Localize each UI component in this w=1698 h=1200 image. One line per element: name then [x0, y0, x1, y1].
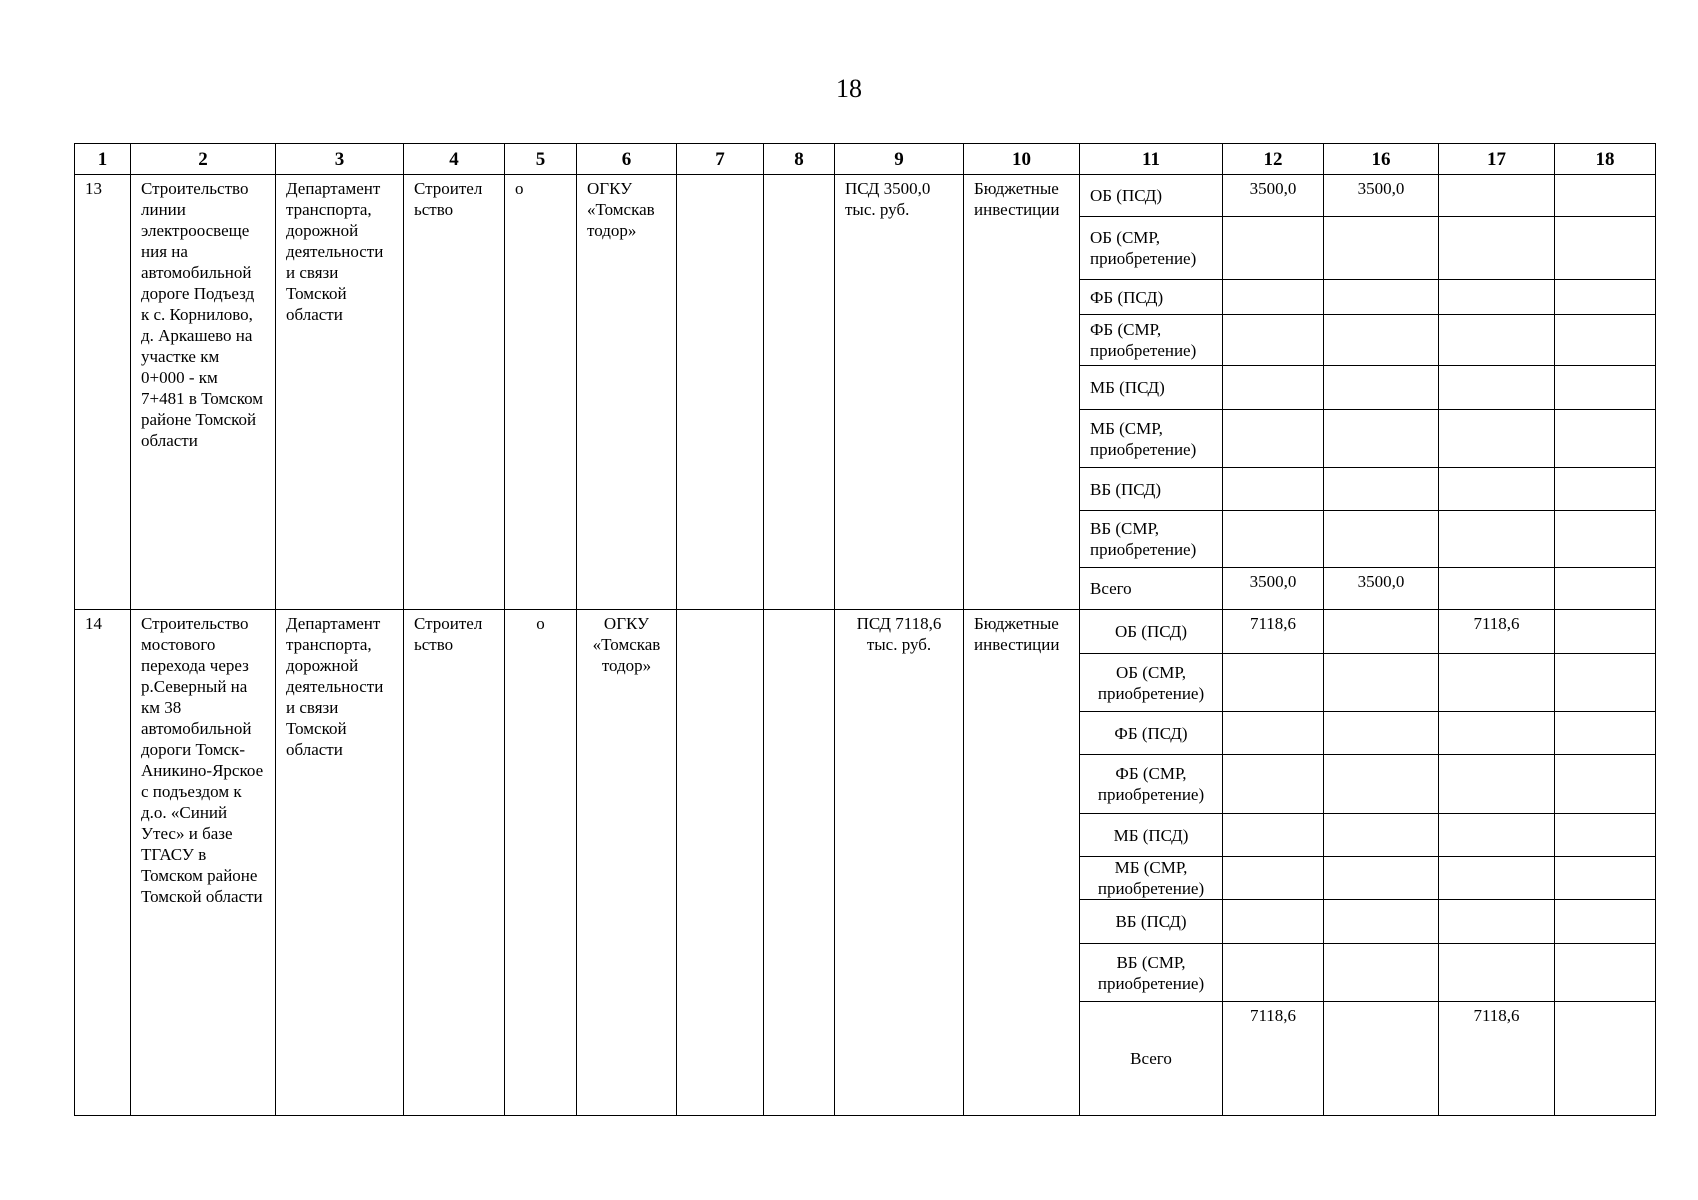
- funding-source: ВБ (СМР, приобретение): [1080, 944, 1223, 1002]
- column-header: 6: [577, 144, 677, 175]
- funding-source: МБ (СМР, приобретение): [1080, 410, 1223, 468]
- value-12: [1223, 814, 1324, 857]
- value-18: [1555, 755, 1656, 814]
- value-17: [1439, 944, 1555, 1002]
- value-18: [1555, 712, 1656, 755]
- capacity: ПСД 3500,0 тыс. руб.: [835, 175, 964, 610]
- value-17: 7118,6: [1439, 610, 1555, 654]
- value-18: [1555, 175, 1656, 217]
- funding-source: ОБ (СМР, приобретение): [1080, 217, 1223, 280]
- column-5-value: о: [505, 610, 577, 1116]
- value-18: [1555, 410, 1656, 468]
- value-16: [1324, 755, 1439, 814]
- value-12: 3500,0: [1223, 175, 1324, 217]
- value-12: [1223, 511, 1324, 568]
- work-type: Строител ьство: [404, 610, 505, 1116]
- value-12: [1223, 712, 1324, 755]
- value-16: [1324, 280, 1439, 315]
- value-18: [1555, 280, 1656, 315]
- column-header: 1: [75, 144, 131, 175]
- column-8-value: [764, 175, 835, 610]
- value-17: [1439, 410, 1555, 468]
- table-row: [75, 175, 1656, 217]
- column-header: 9: [835, 144, 964, 175]
- investment-table: [74, 143, 1656, 1116]
- value-12: 3500,0: [1223, 568, 1324, 610]
- value-18: [1555, 610, 1656, 654]
- value-17: [1439, 366, 1555, 410]
- value-17: [1439, 654, 1555, 712]
- value-17: [1439, 217, 1555, 280]
- value-18: [1555, 654, 1656, 712]
- funding-source: Всего: [1080, 1002, 1223, 1116]
- funding-source: ВБ (СМР, приобретение): [1080, 511, 1223, 568]
- column-header: 4: [404, 144, 505, 175]
- customer: ОГКУ «Томскав тодор»: [577, 175, 677, 610]
- work-type: Строител ьство: [404, 175, 505, 610]
- value-17: [1439, 712, 1555, 755]
- column-5-value: о: [505, 175, 577, 610]
- column-header: 11: [1080, 144, 1223, 175]
- value-18: [1555, 814, 1656, 857]
- funding-source: ФБ (СМР, приобретение): [1080, 315, 1223, 366]
- value-12: [1223, 857, 1324, 900]
- column-header: 8: [764, 144, 835, 175]
- value-12: [1223, 410, 1324, 468]
- header-row: [75, 144, 1656, 175]
- value-17: [1439, 315, 1555, 366]
- value-16: 3500,0: [1324, 568, 1439, 610]
- column-header: 12: [1223, 144, 1324, 175]
- value-17: [1439, 755, 1555, 814]
- value-17: 7118,6: [1439, 1002, 1555, 1116]
- value-18: [1555, 857, 1656, 900]
- value-12: [1223, 900, 1324, 944]
- value-12: [1223, 468, 1324, 511]
- value-16: [1324, 944, 1439, 1002]
- object-name: Строительство мостового перехода через р.Северный на км 38 автомобильной дороги Томск-Аникино-Ярское с подъездом к д.о. «Синий Утес» и базе ТГАСУ в Томском районе Томской области: [131, 610, 276, 1116]
- object-name: Строительство линии электроосвеще ния на автомобильной дороге Подъезд к с. Корнилово, д. Аркашево на участке км 0+000 - км 7+481 в Томском районе Томской области: [131, 175, 276, 610]
- value-18: [1555, 568, 1656, 610]
- value-17: [1439, 511, 1555, 568]
- column-header: 5: [505, 144, 577, 175]
- row-number: 13: [75, 175, 131, 610]
- value-16: [1324, 900, 1439, 944]
- value-17: [1439, 857, 1555, 900]
- value-16: [1324, 814, 1439, 857]
- funding-source: ФБ (ПСД): [1080, 280, 1223, 315]
- value-18: [1555, 217, 1656, 280]
- value-18: [1555, 900, 1656, 944]
- value-12: [1223, 755, 1324, 814]
- funding-source: ВБ (ПСД): [1080, 468, 1223, 511]
- department: Департамент транспорта, дорожной деятельности и связи Томской области: [276, 610, 404, 1116]
- page-number: 18: [836, 74, 862, 103]
- value-16: [1324, 366, 1439, 410]
- value-12: [1223, 366, 1324, 410]
- value-18: [1555, 315, 1656, 366]
- value-12: 7118,6: [1223, 610, 1324, 654]
- investment-form: Бюджетные инвестиции: [964, 175, 1080, 610]
- value-16: [1324, 857, 1439, 900]
- value-18: [1555, 1002, 1656, 1116]
- value-17: [1439, 280, 1555, 315]
- value-12: [1223, 315, 1324, 366]
- funding-source: ОБ (ПСД): [1080, 175, 1223, 217]
- column-header: 17: [1439, 144, 1555, 175]
- value-12: [1223, 217, 1324, 280]
- column-header: 18: [1555, 144, 1656, 175]
- column-7-value: [677, 610, 764, 1116]
- funding-source: МБ (СМР, приобретение): [1080, 857, 1223, 900]
- value-16: [1324, 217, 1439, 280]
- value-17: [1439, 568, 1555, 610]
- value-16: [1324, 315, 1439, 366]
- value-18: [1555, 468, 1656, 511]
- value-16: [1324, 468, 1439, 511]
- funding-source: МБ (ПСД): [1080, 814, 1223, 857]
- capacity: ПСД 7118,6 тыс. руб.: [835, 610, 964, 1116]
- column-header: 7: [677, 144, 764, 175]
- column-header: 2: [131, 144, 276, 175]
- value-16: [1324, 654, 1439, 712]
- value-12: 7118,6: [1223, 1002, 1324, 1116]
- funding-source: Всего: [1080, 568, 1223, 610]
- department: Департамент транспорта, дорожной деятельности и связи Томской области: [276, 175, 404, 610]
- column-header: 10: [964, 144, 1080, 175]
- value-17: [1439, 814, 1555, 857]
- value-16: [1324, 1002, 1439, 1116]
- value-18: [1555, 511, 1656, 568]
- value-16: [1324, 712, 1439, 755]
- funding-source: ОБ (СМР, приобретение): [1080, 654, 1223, 712]
- value-17: [1439, 468, 1555, 511]
- row-number: 14: [75, 610, 131, 1116]
- value-16: [1324, 410, 1439, 468]
- value-12: [1223, 944, 1324, 1002]
- value-16: [1324, 511, 1439, 568]
- value-16: 3500,0: [1324, 175, 1439, 217]
- table-row: [75, 610, 1656, 654]
- customer: ОГКУ «Томскав тодор»: [577, 610, 677, 1116]
- funding-source: МБ (ПСД): [1080, 366, 1223, 410]
- value-17: [1439, 900, 1555, 944]
- value-17: [1439, 175, 1555, 217]
- funding-source: ФБ (СМР, приобретение): [1080, 755, 1223, 814]
- value-18: [1555, 366, 1656, 410]
- funding-source: ФБ (ПСД): [1080, 712, 1223, 755]
- value-12: [1223, 654, 1324, 712]
- column-header: 16: [1324, 144, 1439, 175]
- column-7-value: [677, 175, 764, 610]
- value-12: [1223, 280, 1324, 315]
- column-header: 3: [276, 144, 404, 175]
- value-18: [1555, 944, 1656, 1002]
- value-16: [1324, 610, 1439, 654]
- funding-source: ВБ (ПСД): [1080, 900, 1223, 944]
- column-8-value: [764, 610, 835, 1116]
- funding-source: ОБ (ПСД): [1080, 610, 1223, 654]
- investment-form: Бюджетные инвестиции: [964, 610, 1080, 1116]
